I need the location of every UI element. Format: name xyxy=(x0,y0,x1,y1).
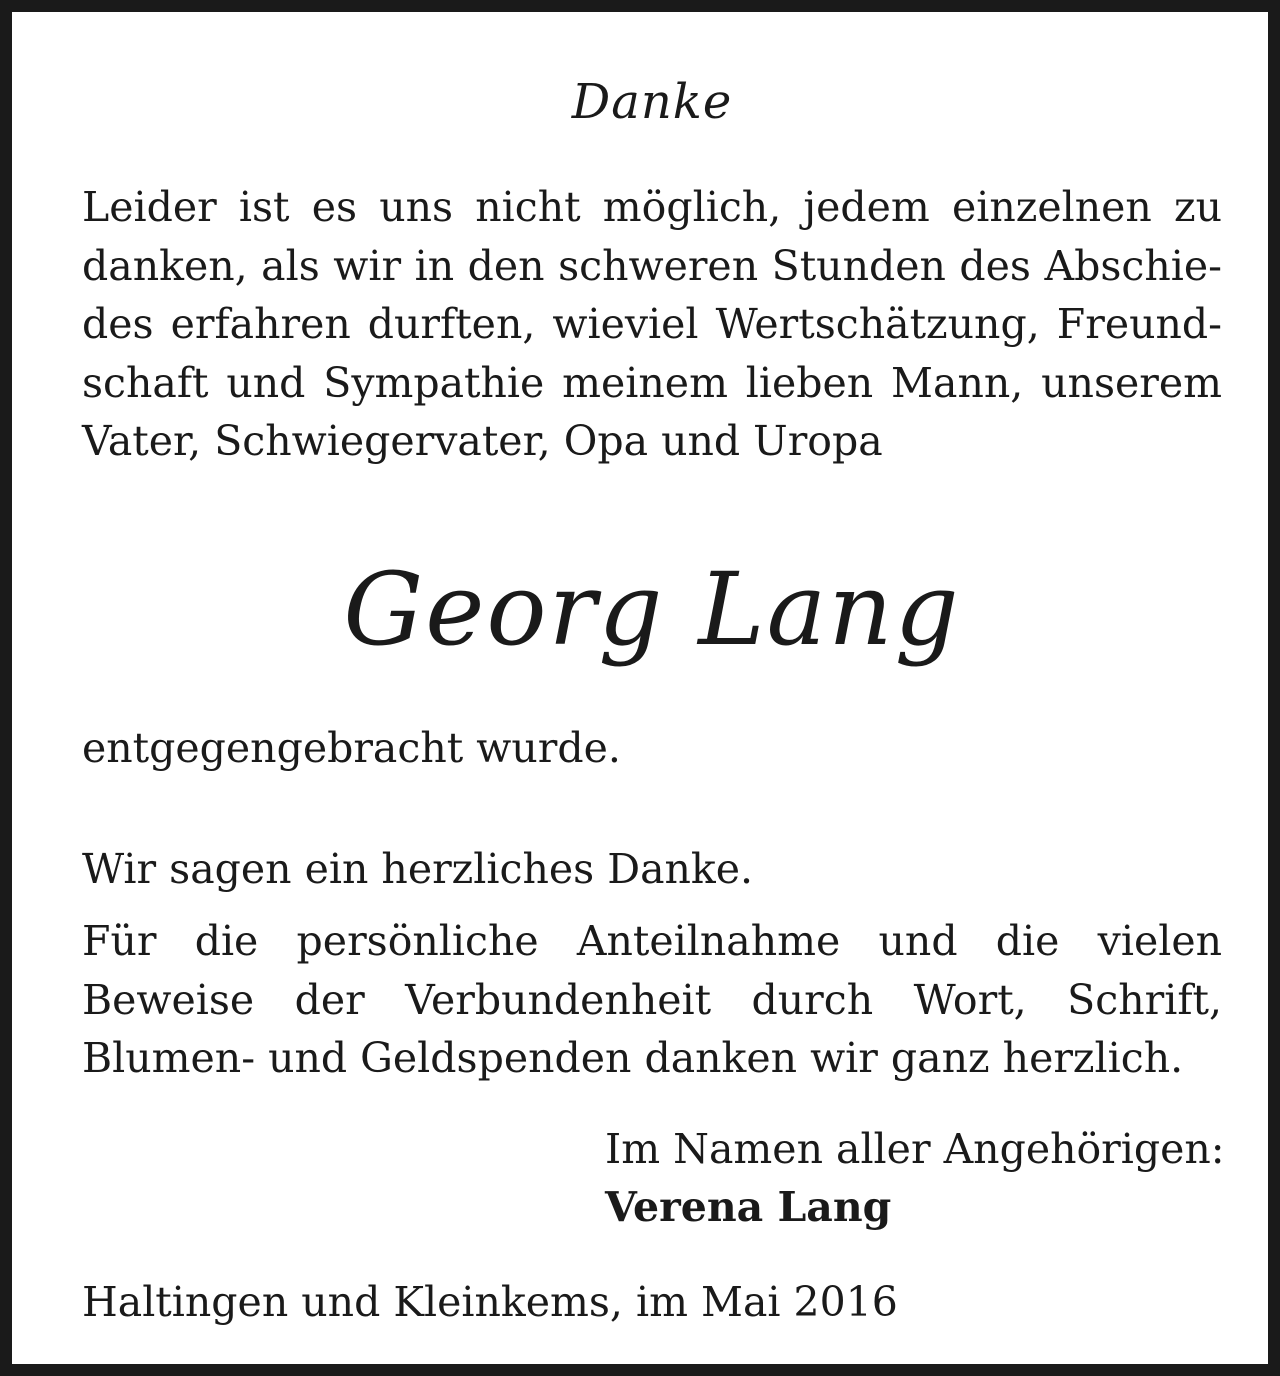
continuation-line: entgegengebracht wurde. xyxy=(82,724,621,772)
signature-intro: Im Namen aller Angehörigen: xyxy=(605,1125,1225,1173)
deceased-name: Georg Lang xyxy=(343,551,961,668)
intro-paragraph: Leider ist es uns nicht möglich, jedem einzelnen zu danken, als wir in den schweren Stunden des Abschiedes erfahren durften, wieviel Wertschätzung, Freundschaft und Sympathie meinem lieben Mann, unserem Vater, Schwiegervater, Opa und Uropa xyxy=(82,183,1222,465)
place-date: Haltingen und Kleinkems, im Mai 2016 xyxy=(82,1278,898,1326)
thanks-paragraph: Für die persönliche Anteilnahme und die vielen Beweise der Verbundenheit durch Wort, Schrift, Blumen- und Geldspenden danken wir ganz herzlich. xyxy=(82,917,1222,1082)
signature-name: Verena Lang xyxy=(605,1183,892,1231)
notice-heading: Danke xyxy=(571,74,733,130)
thanks-line: Wir sagen ein herzliches Danke. xyxy=(82,845,754,893)
